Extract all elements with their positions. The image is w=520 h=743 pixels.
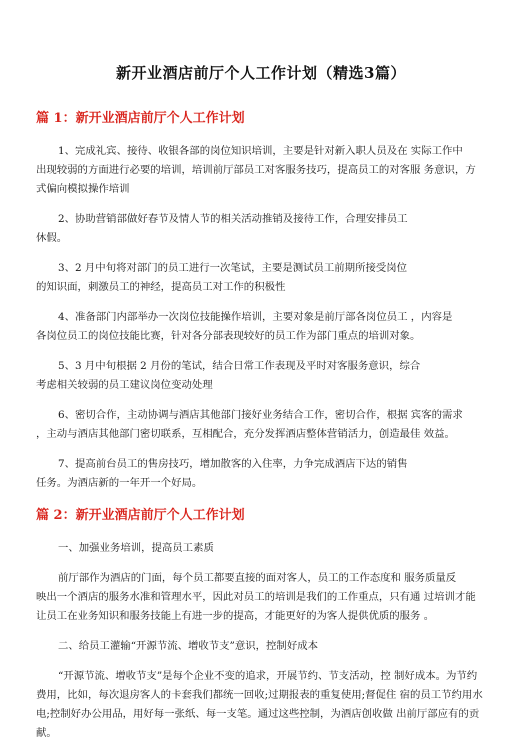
paragraph-line: ，主动与酒店其他部门密切联系，互相配合，充分发挥酒店整体营销活力，创造最佳 效益。 (36, 428, 455, 440)
paragraph-line: 式偏向模拟操作培训 (36, 183, 130, 195)
paragraph-line: 3、2 月中旬将对部门的员工进行一次笔试，主要是测试员工前期所接受岗位 (58, 262, 408, 274)
section-body-1 (36, 142, 486, 493)
paragraph-line: 一、加强业务培训，提高员工素质 (58, 542, 214, 554)
paragraph (36, 637, 486, 656)
paragraph-line: 6、密切合作，主动协调与酒店其他部门接好业务结合工作，密切合作，根据 宾客的需求 (58, 409, 463, 421)
paragraph (36, 667, 486, 743)
paragraph-line: 各岗位员工的岗位技能比赛，针对各分部表现较好的员工作为部门重点的培训对象。 (36, 330, 421, 342)
paragraph-line: 2、协助营销部做好春节及情人节的相关活动推销及接待工作，合理安排员工 (58, 213, 408, 225)
paragraph (36, 406, 486, 444)
paragraph-line: 休假。 (36, 232, 68, 244)
paragraph (36, 210, 486, 248)
paragraph (36, 539, 486, 558)
paragraph (36, 308, 486, 346)
paragraph-line: 任务。为酒店新的一年开一个好局。 (36, 477, 203, 489)
section-body-2 (36, 539, 486, 743)
paragraph-line: 出现较弱的方面进行必要的培训，培训前厅部员工对客服务技巧，提高员工的对客服 务意识，方 (36, 164, 476, 176)
paragraph-line: 4、准备部门内部举办一次岗位技能操作培训，主要对象是前厅部各岗位员工 ，内容是 (58, 311, 453, 323)
paragraph-line: 费用，比如，每次退房客人的卡套我们都统一回收;过期报表的重复使用;督促住 宿的员工节约用水 (36, 689, 483, 701)
paragraph-line: 5、3 月中旬根据 2 月份的笔试，结合日常工作表现及平时对客服务意识，综合 (58, 360, 421, 372)
paragraph (36, 142, 486, 199)
paragraph-line: 的知识面，刺激员工的神经，提高员工对工作的积极性 (36, 281, 286, 293)
paragraph-line: 映出一个酒店的服务水准和管理水平，因此对员工的培训是我们的工作重点，只有通 过培训才能 (36, 591, 476, 603)
paragraph-line: 考虑相关较弱的员工建议岗位变动处理 (36, 379, 213, 391)
paragraph-line: 让员工在业务知识和服务技能上有进一步的提高，才能更好的为客人提供优质的服务 。 (36, 610, 435, 622)
paragraph-line: 献。 (36, 727, 57, 739)
paragraph (36, 569, 486, 626)
section-heading-2: 篇 2：新开业酒店前厅个人工作计划 (36, 508, 245, 523)
paragraph-line: 电;控制好办公用品，用好每一张纸、每一支笔。通过这些控制，为酒店创收做 出前厅部应有的贡 (36, 708, 480, 720)
paragraph-line: 二、给员工灌输“开源节流、增收节支”意识，控制好成本 (58, 640, 318, 652)
paragraph-line: “开源节流、增收节支”是每个企业不变的追求，开展节约、节支活动，控 制好成本。为节约 (58, 670, 478, 682)
document-title: 新开业酒店前厅个人工作计划（精选3篇） (116, 64, 406, 82)
paragraph-line: 前厅部作为酒店的门面，每个员工都要直接的面对客人，员工的工作态度和 服务质量反 (58, 572, 457, 584)
paragraph (36, 455, 486, 493)
section-heading-1: 篇 1：新开业酒店前厅个人工作计划 (36, 111, 245, 126)
paragraph (36, 357, 486, 395)
paragraph-line: 7、提高前台员工的售房技巧，增加散客的入住率，力争完成酒店下达的销售 (58, 458, 408, 470)
paragraph (36, 259, 486, 297)
paragraph-line: 1、完成礼宾、接待、收银各部的岗位知识培训，主要是针对新入职人员及在 实际工作中 (58, 145, 463, 157)
